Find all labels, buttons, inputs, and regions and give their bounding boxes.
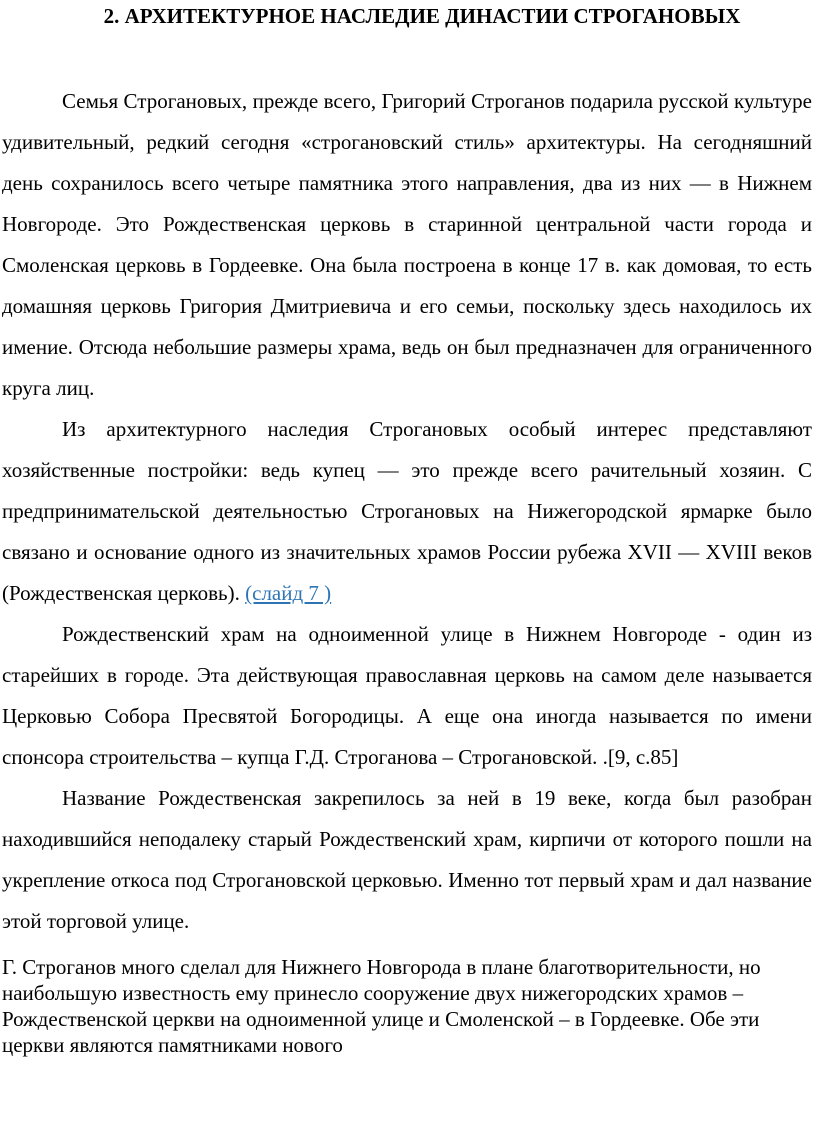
- paragraph-3: Рождественский храм на одноименной улице в Нижнем Новгороде - один из старейших в городе. Эта действующая православная церковь на самом деле называется Церковью Собора Пресвятой Богородицы. А еще она иногда называется по имени спонсора строительства – купца Г.Д. Строганова – Строгановской. .[9, с.85]: [2, 622, 812, 769]
- paragraph-1: Семья Строгановых, прежде всего, Григорий Строганов подарила русской культуре удивительный, редкий сегодня «строгановский стиль» архитектуры. На сегодняшний день сохранилось всего четыре памятника этого направления, два из них — в Нижнем Новгороде. Это Рождественская церковь в старинной центральной части города и Смоленская церковь в Гордеевке. Она была построена в конце 17 в. как домовая, то есть домашняя церковь Григория Дмитриевича и его семьи, поскольку здесь находилось их имение. Отсюда небольшие размеры храма, ведь он был предназначен для ограниченного круга лиц.: [2, 89, 812, 400]
- paragraph-2: [2, 409, 812, 614]
- slide-7-link[interactable]: (слайд 7 ): [245, 581, 332, 605]
- section-title: 2. АРХИТЕКТУРНОЕ НАСЛЕДИЕ ДИНАСТИИ СТРОГАНОВЫХ: [103, 4, 741, 28]
- paragraph-5: Г. Строганов много сделал для Нижнего Новгорода в плане благотворительности, но наибольшую известность ему принесло сооружение двух нижегородских храмов – Рождественской церкви на одноименной улице и Смоленской – в Гордеевке. Обе эти церкви являются памятниками нового: [2, 955, 761, 1057]
- paragraph-2-text: Из архитектурного наследия Строгановых особый интерес представляют хозяйственные постройки: ведь купец — это прежде всего рачительный хозяин. С предпринимательской деятельностью Строгановых на Нижегородской ярмарке было связано и основание одного из значительных храмов России рубежа XVII — XVIII веков (Рождественская церковь).: [2, 417, 812, 605]
- paragraph-4: Название Рождественская закрепилось за ней в 19 веке, когда был разобран находившийся неподалеку старый Рождественский храм, кирпичи от которого пошли на укрепление откоса под Строгановской церковью. Именно тот первый храм и дал название этой торговой улице.: [2, 786, 812, 933]
